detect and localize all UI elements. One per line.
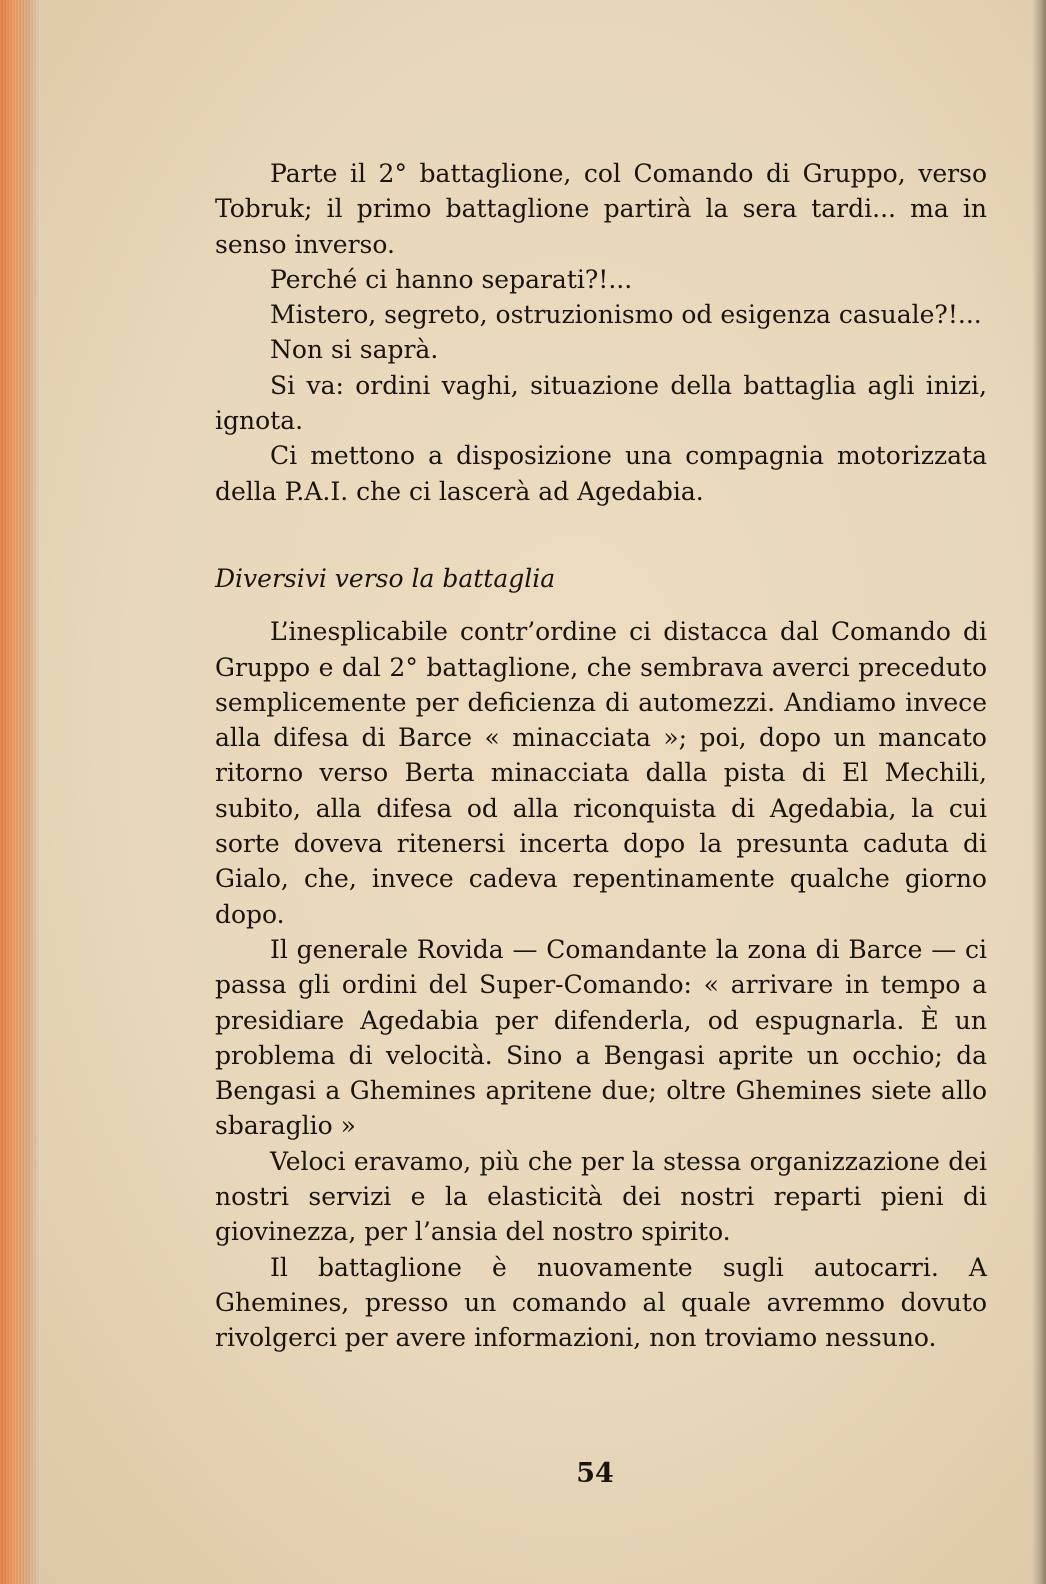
paragraph: Mistero, segreto, ostruzionismo od esigenza casuale?!... <box>270 300 982 330</box>
page-edge-right <box>1032 0 1046 1584</box>
paragraph: Veloci eravamo, più che per la stessa organizzazione dei nostri servizi e la elasticità dei nostri reparti pieni di giovinezza, per l’ansia del nostro spirito. <box>215 1146 987 1247</box>
body-text <box>215 156 987 1356</box>
page-edge-left <box>0 0 40 1584</box>
paragraph: Il generale Rovida — Comandante la zona di Barce — ci passa gli ordini del Super-Comando: « arrivare in tempo a presidiare Agedabia per difenderla, od espugnarla. È un problema di velocità. Sino a Bengasi aprite un occhio; da Bengasi a Ghemines apritene due; oltre Ghemines siete allo sbaraglio » <box>215 934 987 1141</box>
paragraph: Ci mettono a disposizione una compagnia motorizzata della P.A.I. che ci lascerà ad Agedabia. <box>215 441 987 506</box>
paragraph: Non si saprà. <box>270 335 439 365</box>
paragraph: Il battaglione è nuovamente sugli autocarri. A Ghemines, presso un comando al quale avremmo dovuto rivolgerci per avere informazioni, non troviamo nessuno. <box>215 1252 987 1353</box>
paragraph: Si va: ordini vaghi, situazione della battaglia agli inizi, ignota. <box>215 370 987 436</box>
paragraph: Perché ci hanno separati?!... <box>270 264 633 294</box>
section-heading: Diversivi verso la battaglia <box>215 563 556 593</box>
paragraph: Parte il 2° battaglione, col Comando di Gruppo, verso Tobruk; il primo battaglione partirà la sera tardi... ma in senso inverso. <box>215 159 987 259</box>
page-number: 54 <box>576 1458 614 1489</box>
paragraph: L’inesplicabile contr’ordine ci distacca dal Comando di Gruppo e dal 2° battaglione, che sembrava averci preceduto semplicemente per deficienza di automezzi. Andiamo invece alla difesa di Barce « minacciata »; poi, dopo un mancato ritorno verso Berta minacciata dalla pista di El Mechili, subito, alla difesa od alla riconquista di Agedabia, la cui sorte doveva ritenersi incerta dopo la presunta caduta di Gialo, che, invece cadeva repentinamente qualche giorno dopo. <box>215 617 987 929</box>
